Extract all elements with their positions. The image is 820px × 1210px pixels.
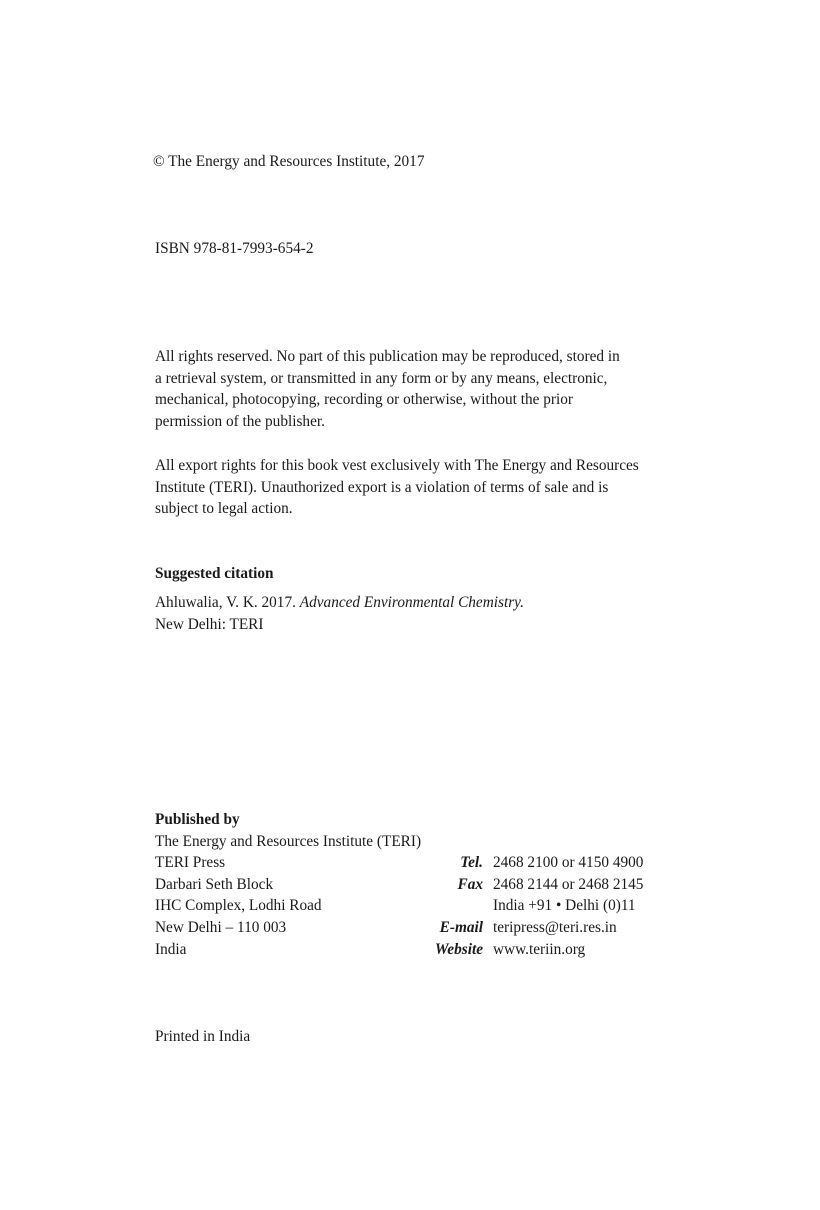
printed-in: Printed in India <box>155 1028 251 1045</box>
export-line: All export rights for this book vest exclusively with The Energy and Resources <box>155 457 639 474</box>
citation-title: Advanced Environmental Chemistry. <box>299 594 524 611</box>
rights-line: a retrieval system, or transmitted in any form or by any means, electronic, <box>155 369 608 387</box>
address-line: TERI Press <box>155 854 226 872</box>
rights-paragraph <box>155 346 620 432</box>
contact-label: Fax <box>457 875 483 893</box>
contact-label: Tel. <box>460 854 483 872</box>
email-link: teripress@teri.res.in <box>493 918 617 936</box>
address-line: Darbari Seth Block <box>155 875 274 893</box>
copyright-line: © The Energy and Resources Institute, 2017 <box>153 153 425 170</box>
contact-value: 2468 2100 or 4150 4900 <box>493 854 644 872</box>
address-line: IHC Complex, Lodhi Road <box>155 897 322 915</box>
citation-author: Ahluwalia, V. K. 2017. <box>155 594 300 611</box>
citation-heading: Suggested citation <box>155 565 274 582</box>
contact-value: 2468 2144 or 2468 2145 <box>493 875 644 893</box>
contact-value: India +91 • Delhi (0)11 <box>493 897 636 915</box>
website-link: www.teriin.org <box>493 940 586 958</box>
rights-line: All rights reserved. No part of this publication may be reproduced, stored in <box>155 348 620 365</box>
export-line: subject to legal action. <box>155 500 293 518</box>
address-line: India <box>155 940 187 958</box>
rights-line: permission of the publisher. <box>155 412 325 430</box>
export-line: Institute (TERI). Unauthorized export is a violation of terms of sale and is <box>155 478 609 496</box>
publisher-block <box>155 809 675 960</box>
contact-label: E-mail <box>439 918 483 936</box>
rights-line: mechanical, photocopying, recording or otherwise, without the prior <box>155 391 573 409</box>
citation-place: New Delhi: TERI <box>155 615 264 633</box>
publisher-name: The Energy and Resources Institute (TERI) <box>155 832 422 850</box>
citation-text <box>155 592 524 635</box>
publisher-heading: Published by <box>155 811 240 828</box>
isbn: ISBN 978-81-7993-654-2 <box>155 240 314 257</box>
address-line: New Delhi – 110 003 <box>155 918 287 936</box>
contact-label: Website <box>434 940 483 958</box>
export-paragraph <box>155 455 639 520</box>
